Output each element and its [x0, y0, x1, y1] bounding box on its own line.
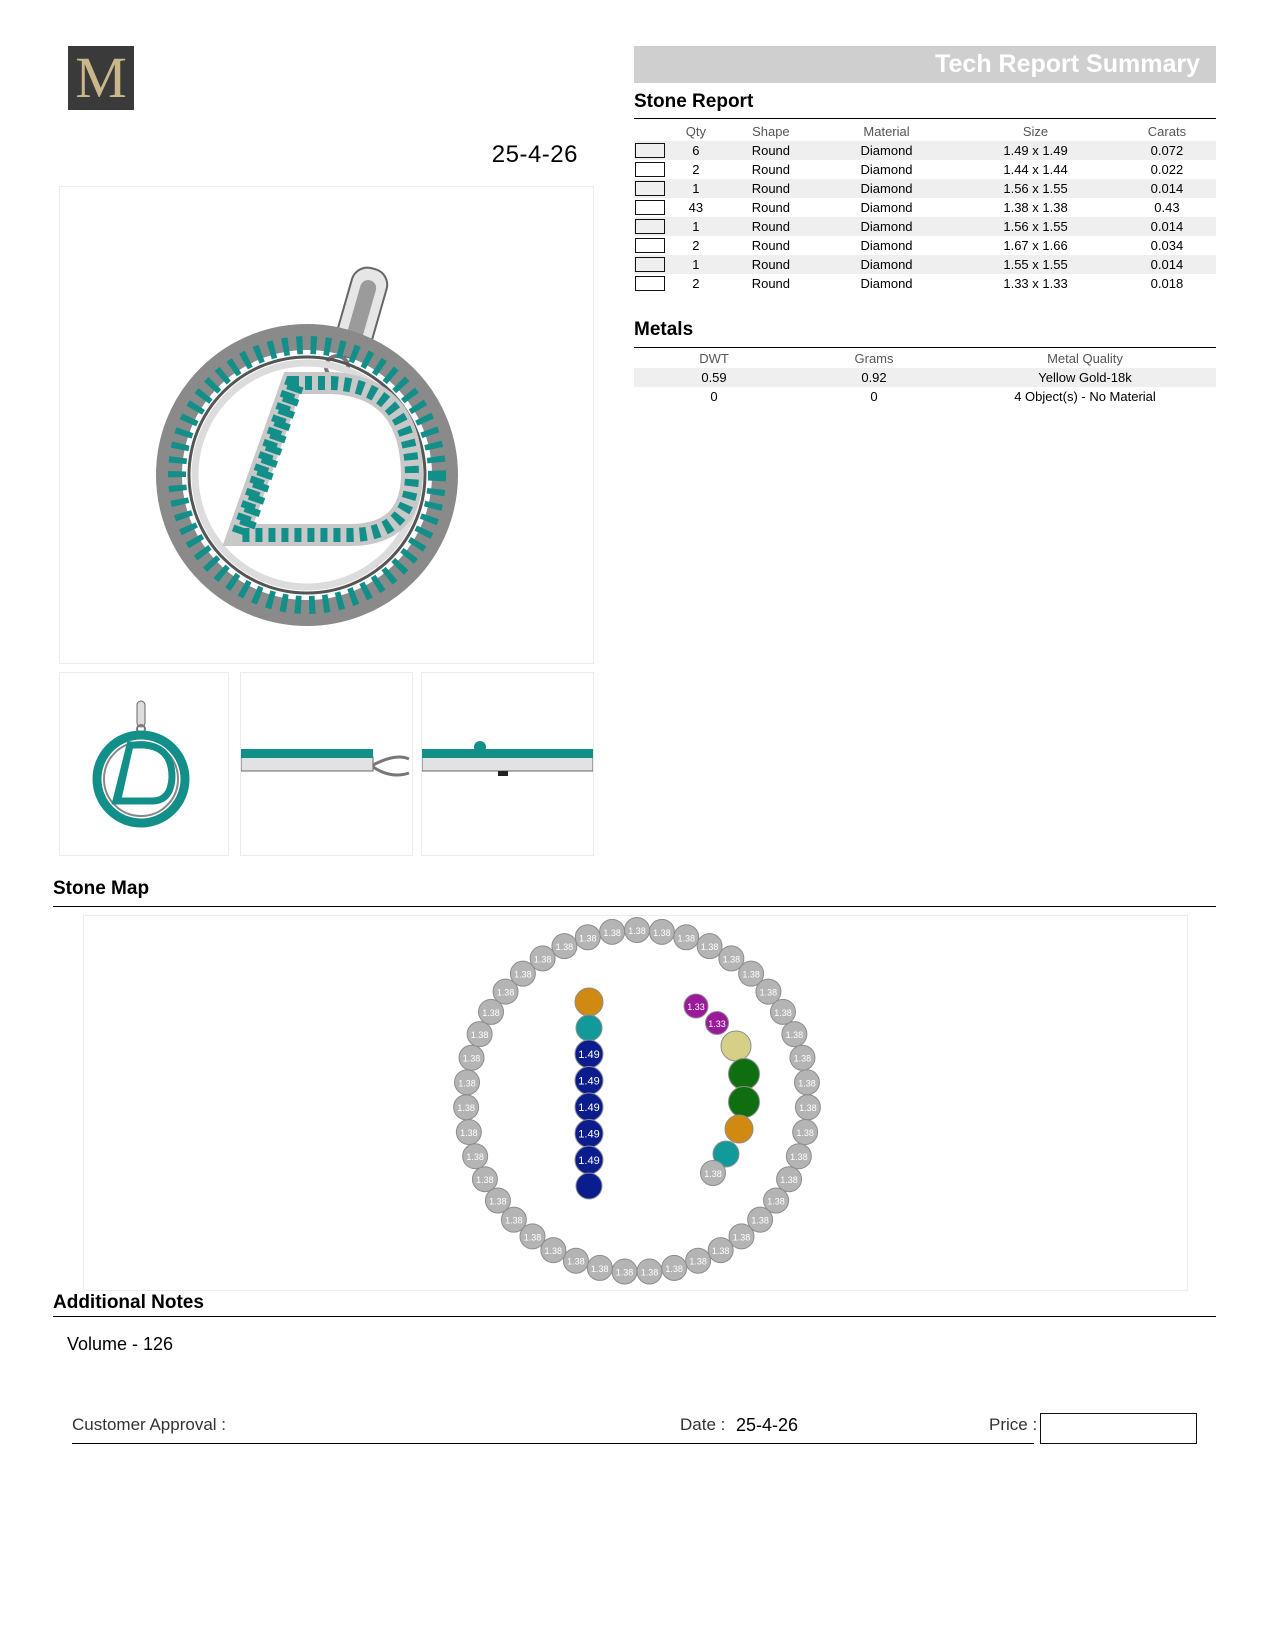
row-checkbox[interactable]	[635, 276, 665, 291]
cell-shape: Round	[751, 238, 791, 253]
table-row	[634, 179, 1216, 198]
table-row	[634, 141, 1216, 160]
svg-text:1.38: 1.38	[533, 954, 552, 965]
svg-text:1.38: 1.38	[722, 954, 741, 965]
svg-text:1.38: 1.38	[785, 1030, 804, 1041]
cell-carats: 0.022	[1150, 162, 1184, 177]
approval-date-value: 25-4-26	[736, 1415, 799, 1435]
cell-qty: 43	[688, 200, 704, 215]
cell-size: 1.56 x 1.55	[953, 179, 1118, 198]
row-checkbox[interactable]	[635, 257, 665, 272]
row-checkbox[interactable]	[635, 238, 665, 253]
column-header-size: Size	[1022, 124, 1049, 139]
stone-report-divider	[634, 118, 1216, 119]
cell-shape: Round	[751, 276, 791, 291]
curve-stone-purple	[706, 1012, 729, 1035]
additional-notes-divider	[53, 1316, 1216, 1317]
cell-metal-quality: Yellow Gold-18k	[954, 368, 1216, 387]
svg-text:1.49: 1.49	[578, 1049, 600, 1061]
svg-text:1.38: 1.38	[653, 927, 671, 938]
cell-shape: Round	[751, 200, 791, 215]
svg-text:1.38: 1.38	[615, 1267, 634, 1278]
curve-stone-green	[729, 1087, 760, 1118]
svg-text:1.38: 1.38	[466, 1152, 484, 1163]
cell-size: 1.49 x 1.49	[953, 141, 1118, 160]
curve-stone-purple	[684, 994, 708, 1018]
row-checkbox[interactable]	[635, 143, 665, 158]
cell-size: 1.38 x 1.38	[1003, 200, 1068, 215]
cell-carats: 0.072	[1118, 141, 1216, 160]
stem-stone-navy	[575, 1040, 603, 1068]
svg-text:1.38: 1.38	[567, 1256, 585, 1267]
column-header-dwt: DWT	[699, 351, 729, 366]
customer-approval-label: Customer Approval :	[72, 1415, 227, 1434]
ring-stone	[662, 1255, 687, 1280]
column-header-grams: Grams	[854, 351, 894, 366]
table-row	[634, 368, 1216, 387]
table-row	[634, 236, 1216, 255]
column-header-carats: Carats	[1147, 124, 1187, 139]
ring-stone	[794, 1070, 819, 1095]
cell-material: Diamond	[820, 255, 953, 274]
svg-text:1.38: 1.38	[677, 933, 696, 944]
report-title: Tech Report Summary	[935, 50, 1200, 78]
stone-report-table	[634, 122, 1216, 293]
cell-qty: 1	[670, 179, 722, 198]
svg-text:1.38: 1.38	[458, 1078, 476, 1089]
svg-text:1.38: 1.38	[476, 1175, 494, 1186]
ring-stone	[552, 934, 577, 959]
price-input[interactable]	[1040, 1413, 1197, 1444]
stone-map-panel	[83, 915, 1188, 1291]
metals-divider	[634, 347, 1216, 348]
cell-qty: 2	[692, 276, 700, 291]
ring-stone	[625, 918, 650, 943]
svg-text:1.38: 1.38	[460, 1128, 478, 1139]
svg-text:1.38: 1.38	[514, 969, 532, 980]
column-header-shape: Shape	[752, 124, 790, 139]
svg-text:1.38: 1.38	[759, 987, 778, 998]
svg-text:1.38: 1.38	[780, 1175, 798, 1186]
row-checkbox[interactable]	[635, 200, 665, 215]
cell-qty: 1	[670, 217, 722, 236]
pendant-render	[60, 187, 593, 663]
cell-size: 1.56 x 1.55	[953, 217, 1118, 236]
curve-stone-grey	[701, 1161, 726, 1186]
ring-stone	[686, 1248, 711, 1273]
svg-text:1.38: 1.38	[496, 987, 515, 998]
stem-stone-navy	[576, 1173, 602, 1199]
ring-stone	[793, 1120, 818, 1145]
svg-text:1.49: 1.49	[578, 1102, 600, 1114]
approval-date-label: Date :	[680, 1415, 726, 1434]
svg-text:1.38: 1.38	[774, 1007, 792, 1018]
curve-stone-green	[729, 1059, 760, 1090]
brand-logo-letter: M	[75, 45, 127, 110]
cell-material: Diamond	[860, 200, 913, 215]
product-main-image	[59, 186, 594, 664]
svg-text:1.38: 1.38	[489, 1196, 507, 1207]
column-header-qty: Qty	[685, 124, 707, 139]
cell-material: Diamond	[860, 238, 913, 253]
svg-text:1.38: 1.38	[523, 1232, 542, 1243]
table-row	[634, 160, 1216, 179]
cell-shape: Round	[722, 255, 820, 274]
report-header-banner	[634, 46, 1216, 83]
column-header-metal-quality: Metal Quality	[1047, 351, 1123, 366]
ring-stone	[455, 1070, 480, 1095]
stem-stone-navy	[575, 1093, 603, 1121]
svg-text:1.38: 1.38	[790, 1152, 808, 1163]
ring-stone	[530, 946, 555, 971]
ring-stone	[790, 1045, 815, 1070]
cell-qty: 2	[692, 162, 700, 177]
product-thumbnail-side[interactable]	[240, 672, 413, 856]
checkbox-column-header	[634, 122, 670, 141]
table-row	[634, 387, 1216, 406]
svg-text:1.38: 1.38	[793, 1053, 812, 1064]
cell-shape: Round	[751, 162, 791, 177]
ring-stone	[575, 925, 600, 950]
metals-table	[634, 349, 1216, 406]
svg-text:1.38: 1.38	[798, 1078, 816, 1089]
ring-stone	[795, 1095, 820, 1120]
stem-stone-gold	[575, 988, 603, 1016]
ring-stone	[729, 1224, 754, 1249]
stem-stone-teal	[576, 1015, 602, 1041]
cell-size: 1.44 x 1.44	[1003, 162, 1068, 177]
table-row	[634, 255, 1216, 274]
cell-dwt: 0.59	[634, 368, 794, 387]
svg-text:1.38: 1.38	[711, 1246, 730, 1257]
ring-stone	[770, 999, 795, 1024]
stem-stone-navy	[575, 1067, 603, 1095]
svg-text:1.38: 1.38	[640, 1267, 659, 1278]
customer-approval-signature-line[interactable]	[72, 1443, 1034, 1444]
svg-text:1.38: 1.38	[578, 933, 597, 944]
svg-text:1.38: 1.38	[544, 1246, 563, 1257]
cell-carats: 0.43	[1154, 200, 1180, 215]
report-date: 25-4-26	[491, 141, 578, 168]
svg-text:1.38: 1.38	[665, 1263, 683, 1274]
svg-text:1.38: 1.38	[742, 969, 760, 980]
svg-text:1.38: 1.38	[482, 1007, 500, 1018]
product-thumbnail-top[interactable]	[421, 672, 594, 856]
svg-text:1.38: 1.38	[799, 1103, 817, 1114]
cell-qty: 6	[670, 141, 722, 160]
cell-metal-quality: 4 Object(s) - No Material	[1014, 389, 1156, 404]
stone-map-divider	[53, 906, 1216, 907]
svg-text:1.38: 1.38	[555, 942, 574, 953]
ring-stone	[697, 934, 722, 959]
svg-text:1.38: 1.38	[796, 1128, 814, 1139]
ring-stone	[674, 925, 699, 950]
stone-report-header-row	[634, 122, 1216, 141]
ring-stone	[649, 919, 674, 944]
svg-text:1.33: 1.33	[687, 1002, 705, 1012]
column-header-material: Material	[863, 124, 910, 139]
cell-grams: 0	[870, 389, 878, 404]
cell-carats: 0.014	[1118, 255, 1216, 274]
curve-stone-khaki	[721, 1031, 751, 1061]
svg-text:1.38: 1.38	[457, 1103, 475, 1114]
ring-stone	[563, 1248, 588, 1273]
cell-shape: Round	[722, 179, 820, 198]
cell-material: Diamond	[820, 141, 953, 160]
ring-stone	[541, 1238, 566, 1263]
svg-text:1.38: 1.38	[689, 1256, 707, 1267]
table-row	[634, 274, 1216, 293]
brand-logo	[68, 46, 134, 110]
svg-text:1.38: 1.38	[462, 1053, 481, 1064]
ring-stone	[463, 1144, 488, 1169]
svg-text:1.33: 1.33	[708, 1019, 726, 1029]
table-row	[634, 217, 1216, 236]
table-row	[634, 198, 1216, 217]
svg-text:1.38: 1.38	[505, 1215, 523, 1226]
cell-carats: 0.034	[1150, 238, 1184, 253]
svg-text:1.49: 1.49	[578, 1128, 600, 1141]
ring-stone	[485, 1188, 510, 1213]
product-thumbnail-front[interactable]	[59, 672, 229, 856]
ring-stone	[459, 1045, 484, 1070]
svg-text:1.38: 1.38	[704, 1169, 722, 1179]
cell-shape: Round	[722, 217, 820, 236]
ring-stone	[612, 1259, 637, 1284]
cell-carats: 0.018	[1150, 276, 1184, 291]
ring-stone	[587, 1255, 612, 1280]
price-label: Price :	[989, 1415, 1038, 1434]
ring-stone	[467, 1022, 492, 1047]
cell-material: Diamond	[860, 276, 913, 291]
ring-stone	[600, 919, 625, 944]
cell-size: 1.33 x 1.33	[1003, 276, 1068, 291]
cell-carats: 0.014	[1118, 217, 1216, 236]
svg-text:1.38: 1.38	[603, 927, 621, 938]
svg-text:1.49: 1.49	[578, 1075, 600, 1088]
stem-stone-navy	[575, 1120, 603, 1148]
metals-header-row	[634, 349, 1216, 368]
row-checkbox[interactable]	[635, 219, 665, 234]
additional-notes-title: Additional Notes	[53, 1292, 204, 1313]
ring-stone	[708, 1238, 733, 1263]
ring-stone	[456, 1120, 481, 1145]
cell-material: Diamond	[860, 162, 913, 177]
cell-shape: Round	[722, 141, 820, 160]
svg-text:1.38: 1.38	[591, 1263, 609, 1274]
ring-stone	[782, 1022, 807, 1047]
cell-size: 1.67 x 1.66	[1003, 238, 1068, 253]
row-checkbox[interactable]	[635, 181, 665, 196]
svg-text:1.38: 1.38	[767, 1196, 785, 1207]
svg-text:1.38: 1.38	[732, 1232, 751, 1243]
stone-map-diagram	[84, 916, 1187, 1290]
svg-text:1.38: 1.38	[700, 942, 719, 953]
additional-notes-text: Volume - 126	[67, 1334, 174, 1354]
stem-stone-navy	[575, 1146, 603, 1174]
cell-size: 1.55 x 1.55	[953, 255, 1118, 274]
svg-text:1.38: 1.38	[751, 1215, 769, 1226]
metals-title: Metals	[634, 319, 694, 340]
ring-stone	[454, 1095, 479, 1120]
cell-grams: 0.92	[794, 368, 954, 387]
ring-stone	[777, 1167, 802, 1192]
svg-text:1.38: 1.38	[470, 1030, 489, 1041]
ring-stone	[786, 1144, 811, 1169]
cell-material: Diamond	[820, 179, 953, 198]
stone-report-title: Stone Report	[634, 91, 754, 112]
cell-qty: 2	[692, 238, 700, 253]
cell-dwt: 0	[710, 389, 718, 404]
curve-stone-gold	[725, 1115, 753, 1143]
stone-map-title: Stone Map	[53, 878, 150, 899]
ring-stone	[472, 1167, 497, 1192]
cell-carats: 0.014	[1118, 179, 1216, 198]
row-checkbox[interactable]	[635, 162, 665, 177]
svg-text:1.49: 1.49	[578, 1155, 600, 1167]
cell-material: Diamond	[820, 217, 953, 236]
cell-qty: 1	[670, 255, 722, 274]
ring-stone	[637, 1259, 662, 1284]
svg-text:1.38: 1.38	[628, 926, 646, 936]
